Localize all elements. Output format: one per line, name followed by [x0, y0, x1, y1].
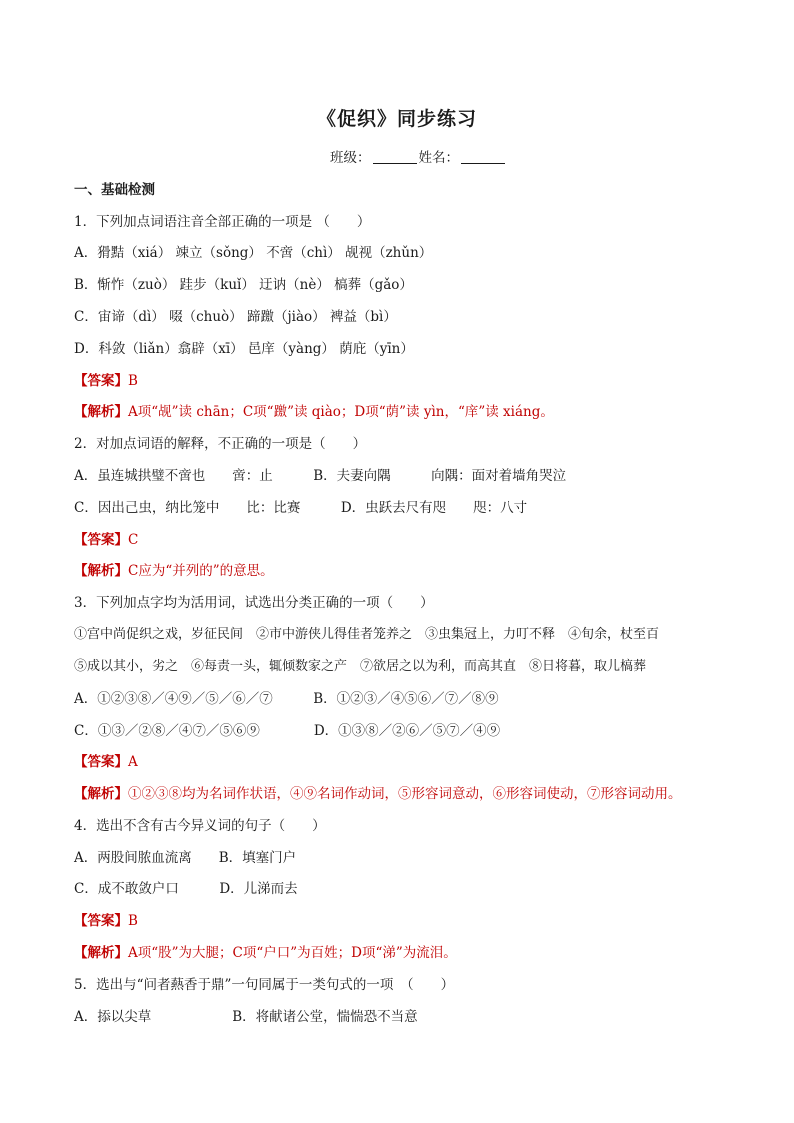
analysis-text: A项“觇”读 chān；C项“躈”读 qiào；D项“荫”读 yìn，“庠”读 xiáng。: [128, 404, 554, 420]
q3-stem: 3．下列加点字均为活用词，试选出分类正确的一项（ ）: [74, 595, 434, 611]
analysis-tag: 【解析】: [74, 404, 128, 420]
q3-options-cd: C．①③／②⑧／④⑦／⑤⑥⑨ D．①③⑧／②⑥／⑤⑦／④⑨: [74, 723, 501, 739]
q1-stem: 1．下列加点词语注音全部正确的一项是 （ ）: [74, 214, 371, 230]
class-blank[interactable]: [373, 163, 417, 164]
student-info: [330, 146, 507, 166]
q1-option-b: B．惭怍（zuò） 跬步（kuǐ） 迂讷（nè） 槁葬（gǎo）: [74, 277, 413, 293]
q3-analysis: [74, 782, 682, 802]
q4-analysis: [74, 941, 457, 961]
q2-stem: 2．对加点词语的解释，不正确的一项是（ ）: [74, 436, 367, 452]
analysis-tag: 【解析】: [74, 786, 128, 802]
q1-option-c: C．宙谛（dì） 啜（chuò） 蹄躈（jiào） 裨益（bì）: [74, 309, 397, 325]
page-title: 《促织》同步练习: [316, 108, 477, 130]
q2-analysis: [74, 559, 274, 579]
q2-answer: [74, 528, 138, 548]
q1-answer: [74, 369, 138, 389]
q1-option-a: A．猾黠（xiá） 竦立（sǒng） 不啻（chì） 觇视（zhǔn）: [74, 245, 433, 261]
q2-options-cd: C．因出己虫，纳比笼中 比：比赛 D．虫跃去尺有咫 咫：八寸: [74, 500, 528, 516]
answer-value: A: [128, 754, 138, 770]
answer-tag: 【答案】: [74, 373, 128, 389]
analysis-text: A项“股”为大腿；C项“户口”为百姓；D项“涕”为流泪。: [128, 945, 457, 961]
analysis-text: C应为“并列的”的意思。: [128, 563, 274, 579]
class-label: 班级：: [330, 150, 371, 166]
section-heading: 一、基础检测: [74, 182, 155, 198]
q3-answer: [74, 750, 138, 770]
q1-option-d: D．科敛（liǎn）翕辟（xī） 邑庠（yàng） 荫庇（yīn）: [74, 341, 414, 357]
name-blank[interactable]: [461, 163, 505, 164]
q5-stem: 5．选出与“问者爇香于鼎”一句同属于一类句式的一项 （ ）: [74, 977, 455, 993]
q4-options-ab: A．两股间脓血流离 B．填塞门户: [74, 850, 297, 866]
answer-value: B: [128, 913, 138, 929]
q4-stem: 4．选出不含有古今异义词的句子（ ）: [74, 818, 326, 834]
q4-answer: [74, 909, 138, 929]
name-label: 姓名：: [418, 150, 459, 166]
q1-analysis: [74, 400, 554, 420]
q5-options-ab: A．掭以尖草 B．将献诸公堂，惴惴恐不当意: [74, 1009, 418, 1025]
analysis-tag: 【解析】: [74, 945, 128, 961]
q4-options-cd: C．成不敢敛户口 D．儿涕而去: [74, 881, 298, 897]
answer-tag: 【答案】: [74, 532, 128, 548]
analysis-tag: 【解析】: [74, 563, 128, 579]
analysis-text: ①②③⑧均为名词作状语，④⑨名词作动词，⑤形容词意动，⑥形容词使动，⑦形容词动用。: [128, 786, 682, 802]
answer-value: C: [128, 532, 139, 548]
answer-value: B: [128, 373, 138, 389]
q2-options-ab: A．虽连城拱璧不啻也 啻：止 B．夫妻向隅 向隅：面对着墙角哭泣: [74, 468, 567, 484]
answer-tag: 【答案】: [74, 913, 128, 929]
answer-tag: 【答案】: [74, 754, 128, 770]
q3-sentences-2: ⑤成以其小，劣之 ⑥每责一头，辄倾数家之产 ⑦欲居之以为利，而高其直 ⑧日将暮，取儿槁葬: [74, 659, 647, 674]
q3-options-ab: A．①②③⑧／④⑨／⑤／⑥／⑦ B．①②③／④⑤⑥／⑦／⑧⑨: [74, 691, 499, 707]
q3-sentences-1: ①宫中尚促织之戏，岁征民间 ②市中游侠儿得佳者笼养之 ③虫集冠上，力叮不释 ④旬余，杖至百: [74, 627, 660, 642]
